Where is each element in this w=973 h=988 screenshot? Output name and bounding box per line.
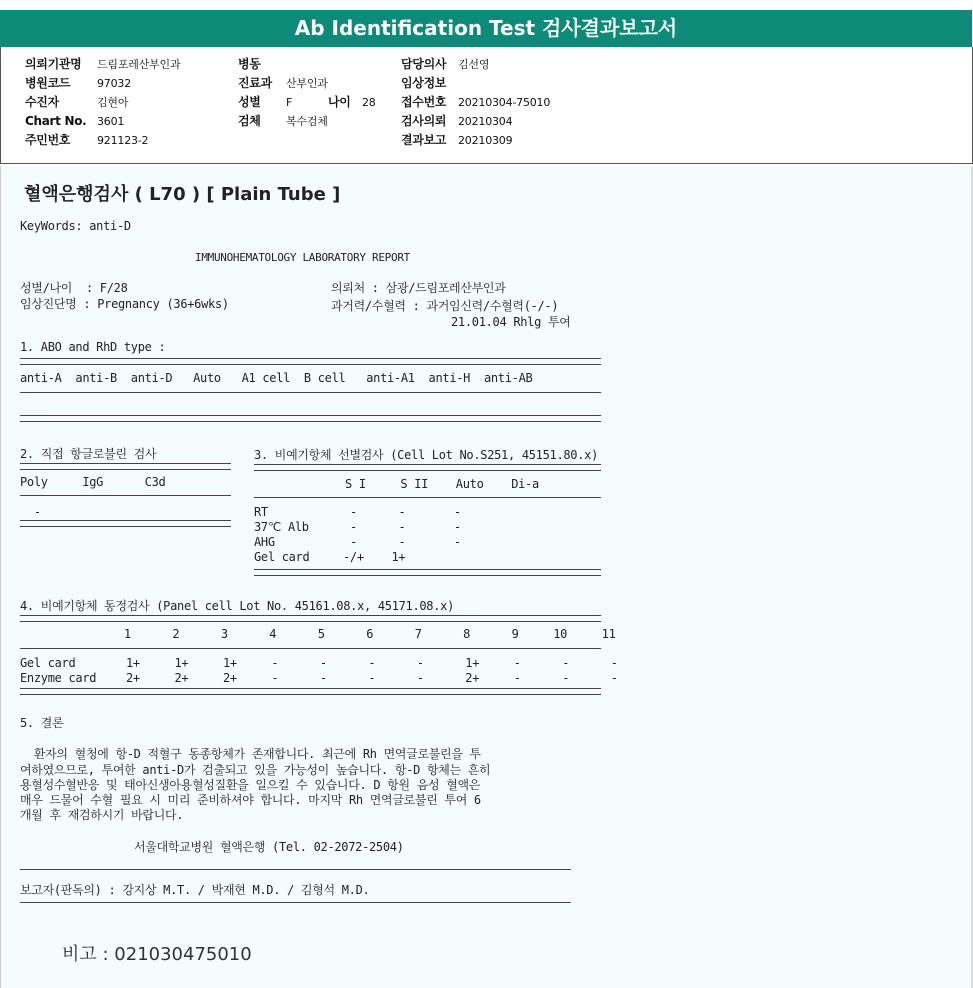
info-row-institution — [25, 55, 180, 74]
panel-row-values: 2+ 2+ 2+ - - - - 2+ - - - — [126, 671, 618, 685]
screening-row-label: Gel card — [254, 550, 310, 564]
abo-header: anti-A anti-B anti-D Auto A1 cell B cell anti-A1 anti-H anti-AB — [20, 371, 533, 385]
report-title-bar — [0, 10, 972, 47]
dat-value: - — [20, 505, 41, 519]
department-value: 산부인과 — [286, 77, 328, 90]
info-row-hospital-code — [25, 74, 180, 93]
test-title: 혈액은행검사 ( L70 ) [ Plain Tube ] — [24, 184, 341, 205]
resident-no-label: 주민번호 — [25, 133, 71, 147]
double-rule — [20, 358, 601, 365]
info-row-sex-age — [238, 93, 376, 112]
info-column-2 — [238, 55, 376, 131]
info-row-specimen — [238, 112, 376, 131]
report-title: Ab Identification Test 검사결과보고서 — [294, 16, 678, 40]
screening-row-values: -/+ 1+ — [343, 550, 406, 564]
hospital-line: 서울대학교병원 혈액은행 (Tel. 02-2072-2504) — [134, 840, 404, 854]
double-rule — [20, 520, 231, 527]
history-line-2: 21.01.04 Rhlg 투여 — [451, 315, 571, 329]
conclusion-line: 여하였으므로, 투여한 anti-D가 검출되고 있을 가능성이 높습니다. 항-D 항체는 흔히 — [20, 763, 491, 777]
specimen-value: 복수검체 — [286, 115, 328, 128]
request-date-value: 20210304 — [458, 115, 513, 128]
section-4-title: 4. 비예기항체 동정검사 (Panel cell Lot No. 45161.08.x, 45171.08.x) — [20, 599, 455, 613]
screening-row-label: AHG — [254, 535, 275, 549]
conclusion-line: 환자의 혈청에 항-D 적혈구 동종항체가 존재합니다. 최근에 Rh 면역글로불린을 투 — [20, 747, 481, 761]
info-row-report-date — [401, 131, 550, 150]
screening-row-values: - - - — [350, 535, 461, 549]
hospital-code-label: 병원코드 — [25, 76, 71, 90]
single-rule — [20, 392, 601, 393]
hospital-code-value: 97032 — [97, 77, 131, 90]
resident-no-value: 921123-2 — [97, 134, 149, 147]
chart-no-value: 3601 — [97, 115, 125, 128]
info-row-accession-no — [401, 93, 550, 112]
info-column-1 — [25, 55, 180, 150]
age-value: 28 — [362, 96, 376, 109]
lab-report-title: IMMUNOHEMATOLOGY LABORATORY REPORT — [195, 251, 410, 264]
screening-row-label: 37℃ Alb — [254, 520, 309, 534]
diagnosis-line: 임상진단명 : Pregnancy (36+6wks) — [20, 297, 229, 311]
patient-label: 수진자 — [25, 95, 59, 109]
reporters-line: 보고자(판독의) : 강지상 M.T. / 박재현 M.D. / 김형석 M.D. — [20, 883, 370, 897]
panel-row-label: Enzyme card — [20, 671, 97, 685]
info-row-clinical-info — [401, 74, 550, 93]
institution-value: 드림포레산부인과 — [97, 58, 181, 71]
double-rule — [254, 464, 601, 471]
section-1-title: 1. ABO and RhD type : — [20, 340, 166, 354]
info-row-doctor — [401, 55, 550, 74]
screening-header: S I S II Auto Di-a — [345, 477, 539, 491]
section-5-title: 5. 결론 — [20, 716, 64, 730]
sex-label: 성별 — [238, 95, 261, 109]
conclusion-line: 용혈성수혈반응 및 태아신생아용혈성질환을 일으킬 수 있습니다. D 항원 음성 혈액은 — [20, 778, 481, 792]
accession-no-label: 접수번호 — [401, 95, 447, 109]
chart-no-label: Chart No. — [25, 114, 87, 128]
panel-row-label: Gel card — [20, 656, 76, 670]
patient-value: 김현아 — [97, 96, 129, 109]
single-rule — [20, 648, 601, 649]
history-line: 과거력/수혈력 : 과거임신력/수혈력(-/-) — [331, 299, 559, 313]
screening-row-values: - - - — [350, 505, 461, 519]
dat-header: Poly IgG C3d — [20, 475, 166, 489]
double-rule — [20, 688, 601, 695]
info-row-chart-no — [25, 112, 180, 131]
conclusion-line: 매우 드물어 수혈 필요 시 미리 준비하셔야 합니다. 마지막 Rh 면역글로불린 투여 6 — [20, 793, 481, 807]
doctor-value: 김선영 — [458, 58, 490, 71]
screening-row-label: RT — [254, 505, 268, 519]
info-row-request-date — [401, 112, 550, 131]
double-rule — [20, 463, 231, 470]
keywords: KeyWords: anti-D — [20, 219, 131, 233]
age-label: 나이 — [328, 95, 351, 109]
report-date-label: 결과보고 — [401, 133, 447, 147]
single-rule — [20, 902, 571, 903]
single-rule — [20, 869, 571, 870]
request-date-label: 검사의뢰 — [401, 114, 447, 128]
section-2-title: 2. 직접 항글로불린 검사 — [20, 447, 157, 461]
sex-age-line: 성별/나이 : F/28 — [20, 281, 128, 295]
specimen-label: 검체 — [238, 114, 261, 128]
ward-label: 병동 — [238, 57, 261, 71]
screening-row-values: - - - — [350, 520, 461, 534]
info-row-patient — [25, 93, 180, 112]
doctor-label: 담당의사 — [401, 57, 447, 71]
double-rule — [20, 615, 601, 622]
institution-label: 의뢰기관명 — [25, 57, 82, 71]
sex-value: F — [286, 96, 293, 109]
double-rule — [254, 569, 601, 576]
patient-info-panel — [0, 47, 973, 164]
single-rule — [254, 497, 601, 498]
double-rule — [20, 415, 601, 422]
conclusion-line: 개월 후 재검하시기 바랍니다. — [20, 808, 184, 822]
accession-no-value: 20210304-75010 — [458, 96, 551, 109]
department-label: 진료과 — [238, 76, 272, 90]
panel-header: 1 2 3 4 5 6 7 8 9 10 11 — [20, 627, 616, 641]
single-rule — [20, 495, 231, 496]
info-row-resident-no — [25, 131, 180, 150]
remark: 비고 : 021030475010 — [62, 944, 252, 965]
clinical-info-label: 임상정보 — [401, 76, 447, 90]
info-row-department — [238, 74, 376, 93]
requester-line: 의뢰처 : 삼광/드림포레산부인과 — [331, 281, 506, 295]
section-3-title: 3. 비예기항체 선별검사 (Cell Lot No.S251, 45151.80.x) — [254, 448, 598, 462]
info-column-3 — [401, 55, 550, 150]
panel-row-values: 1+ 1+ 1+ - - - - 1+ - - - — [126, 656, 618, 670]
report-date-value: 20210309 — [458, 134, 513, 147]
info-row-ward — [238, 55, 376, 74]
